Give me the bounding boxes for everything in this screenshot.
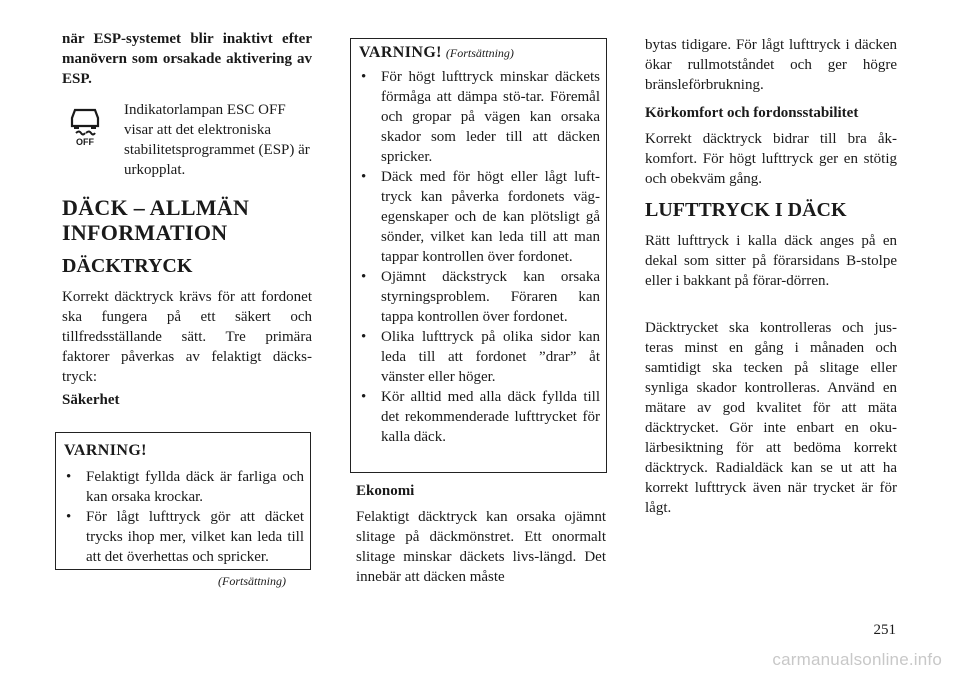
esp-indicator-block	[62, 100, 312, 180]
warning-item: • Olika lufttryck på olika sidor kan leda till att fordonet ”drar” åt vänster eller höger.	[359, 327, 600, 387]
warning-title: VARNING!	[64, 442, 147, 459]
subhead-safety: Säkerhet	[62, 392, 120, 408]
para-economy-continued: bytas tidigare. För lågt lufttryck i däcken ökar rullmotståndet och ger högre bränsleförbrukning.	[645, 37, 897, 93]
warning-box-1	[55, 432, 311, 570]
para-air-pressure-2: Däcktrycket ska kontrolleras och jus-teras minst en gång i månaden och samtidigt ska tecken på slitage eller synliga skador kontrolleras. Använd en mätare av god kvalitet för att mäta däcktrycket. Gör inte enbart en oku-lärbesiktning för att bedöma korrekt däcktryck. Radialdäck kan se ut att ha korrekt lufttryck även när trycket är för lågt.	[645, 320, 897, 516]
warning-list	[64, 467, 304, 567]
esp-intro-bold-text: när ESP-systemet blir inaktivt efter manövern som orsakade aktivering av ESP.	[62, 31, 312, 87]
subhead-economy: Ekonomi	[356, 483, 415, 499]
esp-indicator-text: Indikatorlampan ESC OFF visar att det elektroniska stabilitetsprogrammet (ESP) är urkopplat.	[124, 102, 310, 178]
para-tire-pressure: Korrekt däcktryck krävs för att fordonet ska fungera på ett säkert och tillfredsställande sätt. Tre primära faktorer påverkas av felaktigt däcks-tryck:	[62, 289, 312, 385]
para-comfort: Korrekt däcktryck bidrar till bra åk-komfort. För högt lufttryck ger en stötig och obekväm gång.	[645, 131, 897, 187]
heading-tire-pressure: DÄCKTRYCK	[62, 255, 193, 277]
section-heading-tires	[62, 195, 322, 245]
warning-item: • För högt lufttryck minskar däckets förmåga att dämpa stö-tar. Föremål och gropar på vägen kan orsaka skador som leder till att däcken spricker.	[359, 67, 600, 167]
para-air-pressure-1: Rätt lufttryck i kalla däck anges på en dekal som sitter på förarsidans B-stolpe eller i bakkant på förar-dörren.	[645, 233, 897, 289]
continuation-label: (Fortsättning)	[218, 574, 286, 588]
warning-title-continued	[359, 43, 600, 63]
heading-main-line1: DÄCK – ALLMÄN	[62, 195, 250, 220]
warning-item: • För lågt lufttryck gör att däcket trycks ihop mer, vilket kan leda till att det överhettas och spricker.	[64, 507, 304, 567]
esp-off-icon-label: OFF	[76, 137, 94, 146]
warning-item: • Däck med för högt eller lågt luft-tryck kan påverka fordonets väg-egenskaper och de kan plötsligt gå sönder, vilket kan leda till att man tappar kontrollen över fordonet.	[359, 167, 600, 267]
esp-off-icon	[68, 106, 102, 146]
heading-air-pressure: LUFTTRYCK I DÄCK	[645, 199, 847, 221]
warning-list	[359, 67, 600, 447]
watermark: carmanualsonline.info	[772, 650, 942, 669]
para-economy: Felaktigt däcktryck kan orsaka ojämnt slitage på däckmönstret. Ett onormalt slitage minskar däckets livs-längd. Det innebär att däcken måste	[356, 509, 606, 585]
page-number: 251	[873, 622, 896, 638]
subhead-comfort: Körkomfort och fordonsstabilitet	[645, 105, 859, 121]
heading-main-line2: INFORMATION	[62, 220, 228, 245]
warning-title-suffix: (Fortsättning)	[445, 46, 514, 60]
warning-title-text: VARNING!	[359, 44, 442, 61]
warning-box-2	[350, 38, 607, 473]
warning-item: • Kör alltid med alla däck fyllda till det rekommenderade lufttrycket för kalla däck.	[359, 387, 600, 447]
warning-item: • Felaktigt fyllda däck är farliga och kan orsaka krockar.	[64, 467, 304, 507]
warning-item: • Ojämnt däckstryck kan orsaka styrningsproblem. Föraren kan tappa kontrollen över fordonet.	[359, 267, 600, 327]
